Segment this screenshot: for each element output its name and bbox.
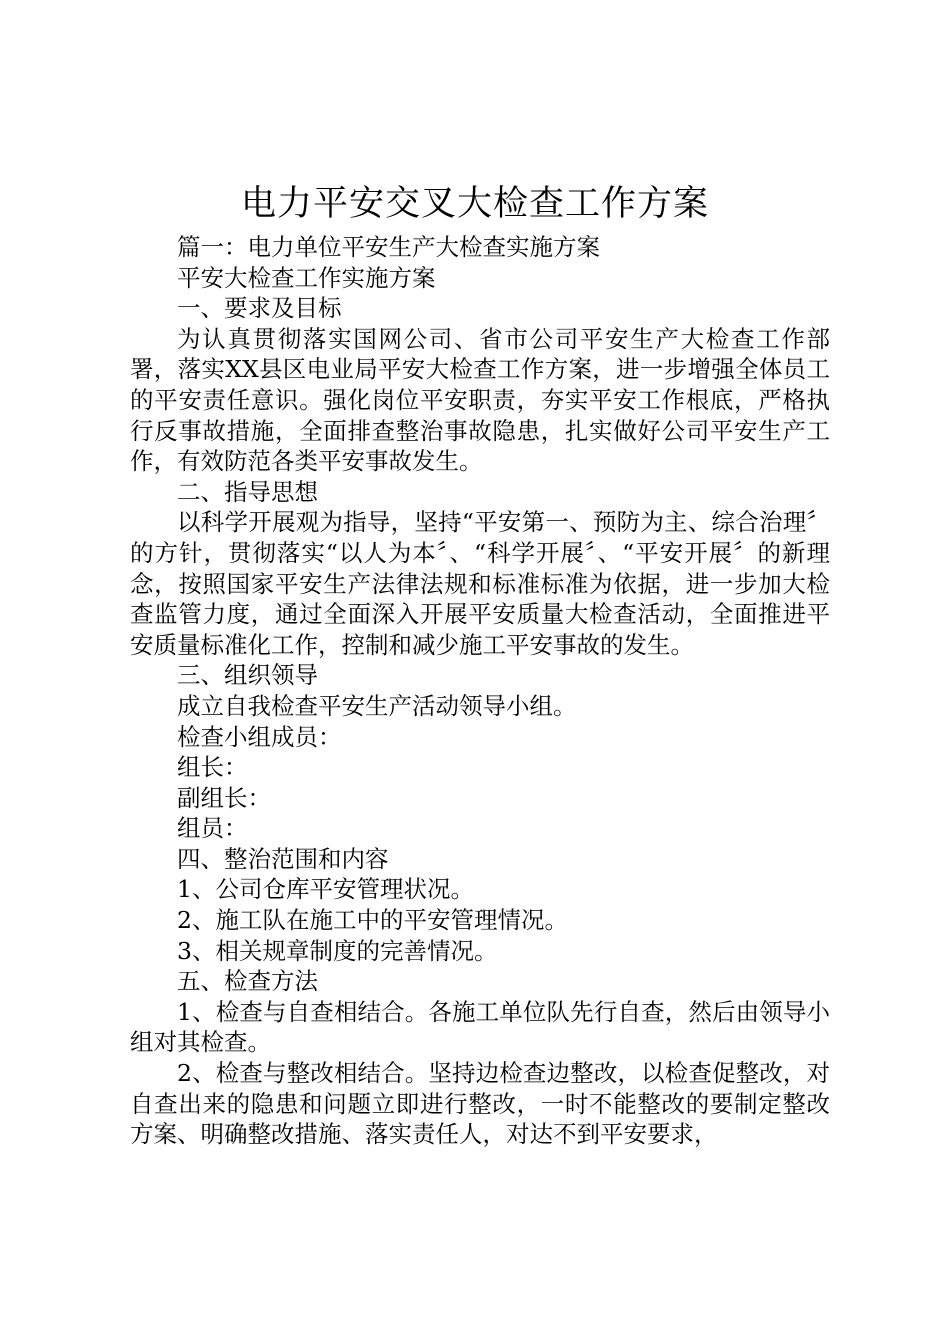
heading-part-one: 篇一：电力单位平安生产大检查实施方案 bbox=[177, 233, 600, 261]
method-paragraph-2: 2、检查与整改相结合。坚持边检查边整改，以检查促整改，对自查出来的隐患和问题立即进行整改，一时不能整改的要制定整改方案、明确整改措施、落实责任人，对达不到平安要求， bbox=[130, 1059, 830, 1149]
members-label: 检查小组成员： bbox=[177, 722, 342, 751]
subtitle-plan: 平安大检查工作实施方案 bbox=[177, 263, 436, 292]
deputy-leader-label: 副组长： bbox=[177, 783, 271, 812]
section-heading-3: 三、组织领导 bbox=[177, 661, 318, 690]
members-list-label: 组员： bbox=[177, 814, 248, 843]
document-body bbox=[130, 232, 830, 1150]
section-heading-1: 一、要求及目标 bbox=[177, 294, 342, 323]
section-1-paragraph: 为认真贯彻落实国网公司、省市公司平安生产大检查工作部署，落实XX县区电业局平安大检查工作方案，进一步增强全体员工的平安责任意识。强化岗位平安职责，夯实平安工作根底，严格执行反事故措施，全面排查整治事故隐患，扎实做好公司平安生产工作，有效防范各类平安事故发生。 bbox=[130, 324, 830, 476]
document-title: 电力平安交叉大检查工作方案 bbox=[240, 184, 709, 224]
section-heading-5: 五、检查方法 bbox=[177, 967, 318, 996]
leader-label: 组长： bbox=[177, 753, 248, 782]
list-item-2: 2、施工队在施工中的平安管理情况。 bbox=[177, 906, 568, 935]
section-3-paragraph: 成立自我检查平安生产活动领导小组。 bbox=[177, 691, 577, 720]
list-item-3: 3、相关规章制度的完善情况。 bbox=[177, 936, 498, 965]
list-item-1: 1、公司仓库平安管理状况。 bbox=[177, 875, 474, 904]
method-paragraph-1: 1、检查与自查相结合。各施工单位队先行自查，然后由领导小组对其检查。 bbox=[130, 997, 830, 1057]
section-heading-4: 四、整治范围和内容 bbox=[177, 844, 389, 873]
section-2-paragraph: 以科学开展观为指导，坚持“平安第一、预防为主、综合治理〞的方针，贯彻落实“以人为本〞、“科学开展〞、“平安开展〞的新理念，按照国家平安生产法律法规和标准标准为依据，进一步加大检查监管力度，通过全面深入开展平安质量大检查活动，全面推进平安质量标准化工作，控制和减少施工平安事故的发生。 bbox=[130, 508, 830, 659]
section-heading-2: 二、指导思想 bbox=[177, 477, 318, 506]
